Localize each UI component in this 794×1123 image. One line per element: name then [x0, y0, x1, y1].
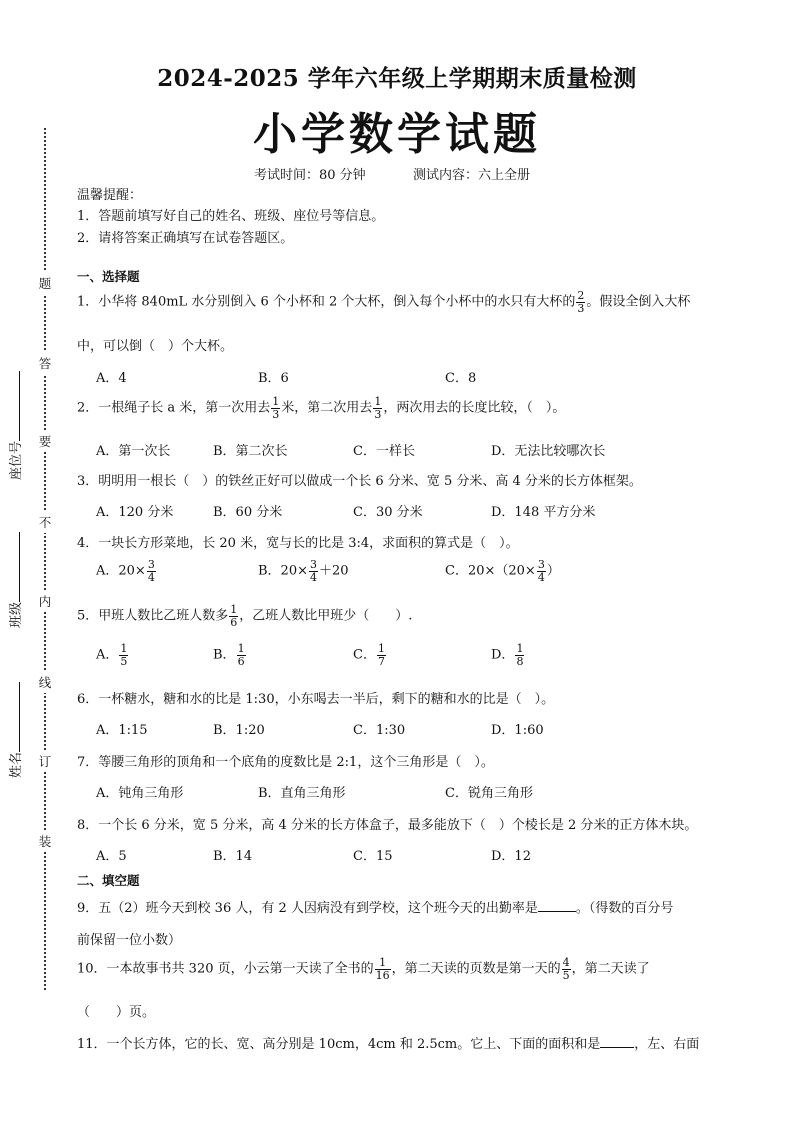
binding-char: 订	[38, 750, 52, 772]
question-11: 11．一个长方体，它的长、宽、高分别是 10cm，4cm 和 2.5cm。它上、下面的面积和是 ，左、右面	[77, 1037, 700, 1052]
option[interactable]: A．120 分米	[96, 505, 174, 520]
fraction: $\frac{3}{4}$	[310, 558, 317, 584]
question-7: 7．等腰三角形的顶角和一个底角的度数比是 2:1，这个三角形是（ ）。	[77, 755, 494, 770]
fraction: $\frac{1}{6}$	[230, 603, 238, 629]
fraction: $\frac{1}{7}$	[377, 642, 385, 668]
option[interactable]: B．60 分米	[213, 505, 283, 520]
option[interactable]: C．20×（20× $\frac{3}{4}$ ）	[445, 558, 560, 584]
fraction: $\frac{2}{3}$	[577, 289, 585, 315]
option[interactable]: A． $\frac{1}{5}$	[96, 642, 128, 668]
option[interactable]: A．第一次长	[96, 444, 171, 459]
exam-content: 测试内容：六上全册	[413, 168, 531, 183]
option[interactable]: C．30 分米	[353, 505, 423, 520]
binding-char: 不	[38, 511, 52, 533]
binding-char: 线	[38, 671, 52, 693]
fraction: $\frac{1}{8}$	[516, 642, 524, 668]
question-9-line2: 前保留一位小数）	[77, 933, 182, 948]
seat-number-underline	[19, 371, 20, 441]
binding-char: 装	[38, 830, 52, 852]
option[interactable]: A．20× $\frac{3}{4}$	[96, 558, 155, 584]
option[interactable]: A．1:15	[96, 723, 148, 738]
option[interactable]: A．钝角三角形	[96, 786, 184, 801]
question-4: 4．一块长方形菜地，长 20 米，宽与长的比是 3:4，求面积的算式是（ ）。	[77, 536, 519, 551]
section-heading: 一、选择题	[77, 269, 140, 284]
binding-char: 答	[38, 352, 52, 374]
option[interactable]: C．8	[445, 371, 477, 386]
question-6: 6．一杯糖水，糖和水的比是 1:30，小东喝去一半后，剩下的糖和水的比是（ ）。	[77, 692, 555, 707]
binding-dotted-line	[44, 128, 46, 990]
option[interactable]: C．1:30	[353, 723, 406, 738]
fraction: $\frac{4}{5}$	[562, 956, 570, 982]
question-3: 3．明明用一根长（ ）的铁丝正好可以做成一个长 6 分米、宽 5 分米、高 4 分米的长方体框架。	[77, 474, 642, 489]
question-2: 2．一根绳子长 a 米，第一次用去 $\frac{1}{3}$ 米，第二次用去 $\frac{1}{3}$ ，两次用去的长度比较，（ ）。	[77, 395, 566, 421]
fraction: $\frac{1}{3}$	[374, 395, 382, 421]
question-10-line2: （ ）页。	[77, 1005, 156, 1020]
fraction: $\frac{3}{4}$	[537, 558, 545, 584]
option[interactable]: B．1:20	[213, 723, 265, 738]
binding-char: 内	[38, 590, 52, 612]
class-underline	[19, 532, 20, 602]
question-1-line2: 中，可以倒（ ）个大杯。	[77, 339, 234, 354]
name-field[interactable]: 姓名	[5, 682, 24, 778]
exam-subtitle: 小学数学试题	[253, 109, 541, 160]
question-8: 8．一个长 6 分米，宽 5 分米，高 4 分米的长方体盒子，最多能放下（ ）个棱长是 2 分米的正方体木块。	[77, 818, 698, 833]
question-5: 5．甲班人数比乙班人数多 $\frac{1}{6}$ ，乙班人数比甲班少（ ）.	[77, 603, 413, 629]
seat-number-field[interactable]: 座位号	[5, 371, 24, 480]
fraction: $\frac{1}{16}$	[375, 956, 390, 982]
option[interactable]: D．148 平方分米	[491, 505, 596, 520]
option[interactable]: C．一样长	[353, 444, 415, 459]
option[interactable]: A．5	[96, 849, 127, 864]
option[interactable]: B． $\frac{1}{6}$	[213, 642, 245, 668]
option[interactable]: C． $\frac{1}{7}$	[353, 642, 385, 668]
fraction: $\frac{1}{6}$	[237, 642, 245, 668]
answer-blank[interactable]	[600, 1047, 634, 1048]
question-9-line1: 9．五（2）班今天到校 36 人，有 2 人因病没有到学校，这个班今天的出勤率是 。（得数的百分号	[77, 901, 674, 916]
question-1-line1: 1．小华将 840mL 水分别倒入 6 个小杯和 2 个大杯，倒入每个小杯中的水只有大杯的 $\frac{2}{3}$ 。假设全倒入大杯	[77, 289, 691, 315]
option[interactable]: C．15	[353, 849, 393, 864]
answer-blank[interactable]	[538, 911, 576, 912]
option[interactable]: C．锐角三角形	[445, 786, 533, 801]
option[interactable]: B．14	[213, 849, 253, 864]
reminder-item: 2．请将答案正确填写在试卷答题区。	[77, 231, 294, 246]
binding-char: 要	[38, 430, 52, 452]
reminder-heading: 温馨提醒：	[77, 188, 143, 203]
fraction: $\frac{1}{5}$	[120, 642, 128, 668]
class-field[interactable]: 班级	[5, 532, 24, 628]
option[interactable]: D．12	[491, 849, 531, 864]
option[interactable]: B．20× $\frac{3}{4}$ ＋20	[258, 558, 349, 584]
fraction: $\frac{1}{3}$	[272, 395, 280, 421]
reminder-item: 1．答题前填写好自己的姓名、班级、座位号等信息。	[77, 209, 385, 224]
section-heading: 二、填空题	[77, 873, 140, 888]
exam-time: 考试时间：80 分钟	[254, 168, 366, 183]
binding-char: 题	[38, 272, 52, 294]
option[interactable]: D． $\frac{1}{8}$	[491, 642, 524, 668]
option[interactable]: A．4	[96, 371, 127, 386]
name-underline	[19, 682, 20, 752]
option[interactable]: D．1:60	[491, 723, 544, 738]
fraction: $\frac{3}{4}$	[147, 558, 155, 584]
option[interactable]: B．6	[258, 371, 289, 386]
option[interactable]: B．第二次长	[213, 444, 288, 459]
question-10-line1: 10．一本故事书共 320 页，小云第一天读了全书的 $\frac{1}{16}$ ，第二天读的页数是第一天的 $\frac{4}{5}$ ，第二天读了	[77, 956, 650, 982]
exam-title: 2024-2025 学年六年级上学期期末质量检测	[157, 65, 637, 92]
option[interactable]: D．无法比较哪次长	[491, 444, 606, 459]
option[interactable]: B．直角三角形	[258, 786, 346, 801]
